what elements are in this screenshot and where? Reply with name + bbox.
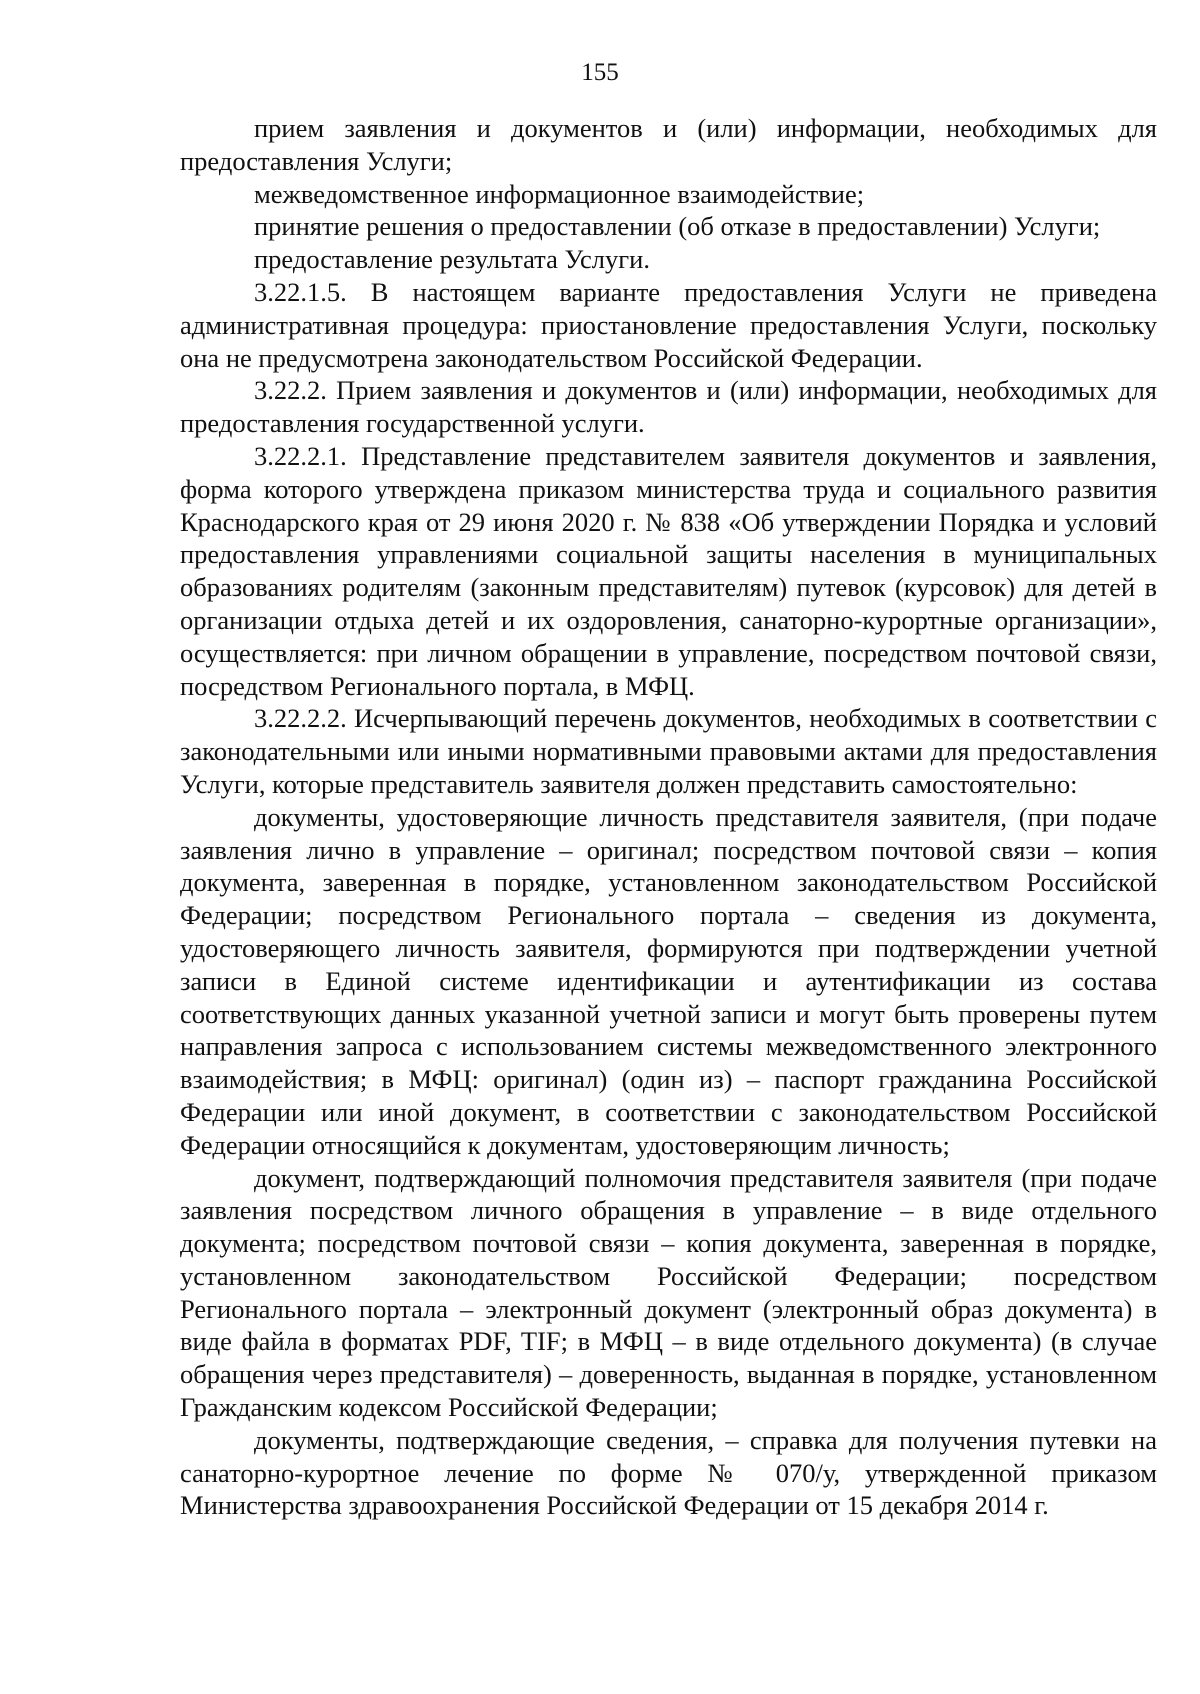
document-body [180,112,1157,1522]
paragraph: предоставление результата Услуги. [254,244,650,275]
paragraph: прием заявления и документов и (или) информации, необходимых для предоставления Услуги; [180,113,1157,176]
page-number: 155 [581,59,619,86]
paragraph: документы, удостоверяющие личность представителя заявителя, (при подаче заявления лично в управление – оригинал; посредством почтовой связи – копия документа, заверенная в порядке, установленном законодательством Российской Федерации; посредством Регионального портала – сведения из документа, удостоверяющего личность заявителя, формируются при подтверждении учетной записи в Единой системе идентификации и аутентификации из состава соответствующих данных указанной учетной записи и могут быть проверены путем направления запроса с использованием системы межведомственного электронного взаимодействия; в МФЦ: оригинал) (один из) – паспорт гражданина Российской Федерации или иной документ, в соответствии с законодательством Российской Федерации относящийся к документам, удостоверяющим личность; [180,801,1157,1160]
paragraph: принятие решения о предоставлении (об отказе в предоставлении) Услуги; [254,211,1101,242]
paragraph: 3.22.2. Прием заявления и документов и (или) информации, необходимых для предоставления государственной услуги. [180,375,1157,439]
paragraph: документы, подтверждающие сведения, – справка для получения путевки на санаторно-курортное лечение по форме № 070/у, утвержденной приказом Министерства здравоохранения Российской Федерации от 15 декабря 2014 г. [180,1424,1157,1521]
paragraph: межведомственное информационное взаимодействие; [254,178,865,209]
paragraph: 3.22.1.5. В настоящем варианте предоставления Услуги не приведена административная процедура: приостановление предоставления Услуги, поскольку она не предусмотрена законодательством Российской Федерации. [180,276,1157,373]
paragraph: 3.22.2.1. Представление представителем заявителя документов и заявления, форма которого утверждена приказом министерства труда и социального развития Краснодарского края от 29 июня 2020 г. № 838 «Об утверждении Порядка и условий предоставления управлениями социальной защиты населения в муниципальных образованиях родителям (законным представителям) путевок (курсовок) для детей в организации отдыха детей и их оздоровления, санаторно-курортные организации», осуществляется: при личном обращении в управление, посредством почтовой связи, посредством Регионального портала, в МФЦ. [180,440,1157,701]
paragraph: документ, подтверждающий полномочия представителя заявителя (при подаче заявления посредством личного обращения в управление – в виде отдельного документа; посредством почтовой связи – копия документа, заверенная в порядке, установленном законодательством Российской Федерации; посредством Регионального портала – электронный документ (электронный образ документа) в виде файла в форматах PDF, TIF; в МФЦ – в виде отдельного документа) (в случае обращения через представителя) – доверенность, выданная в порядке, установленном Гражданским кодексом Российской Федерации; [180,1162,1157,1423]
paragraph: 3.22.2.2. Исчерпывающий перечень документов, необходимых в соответствии с законодательными или иными нормативными правовыми актами для предоставления Услуги, которые представитель заявителя должен представить самостоятельно: [180,703,1157,799]
